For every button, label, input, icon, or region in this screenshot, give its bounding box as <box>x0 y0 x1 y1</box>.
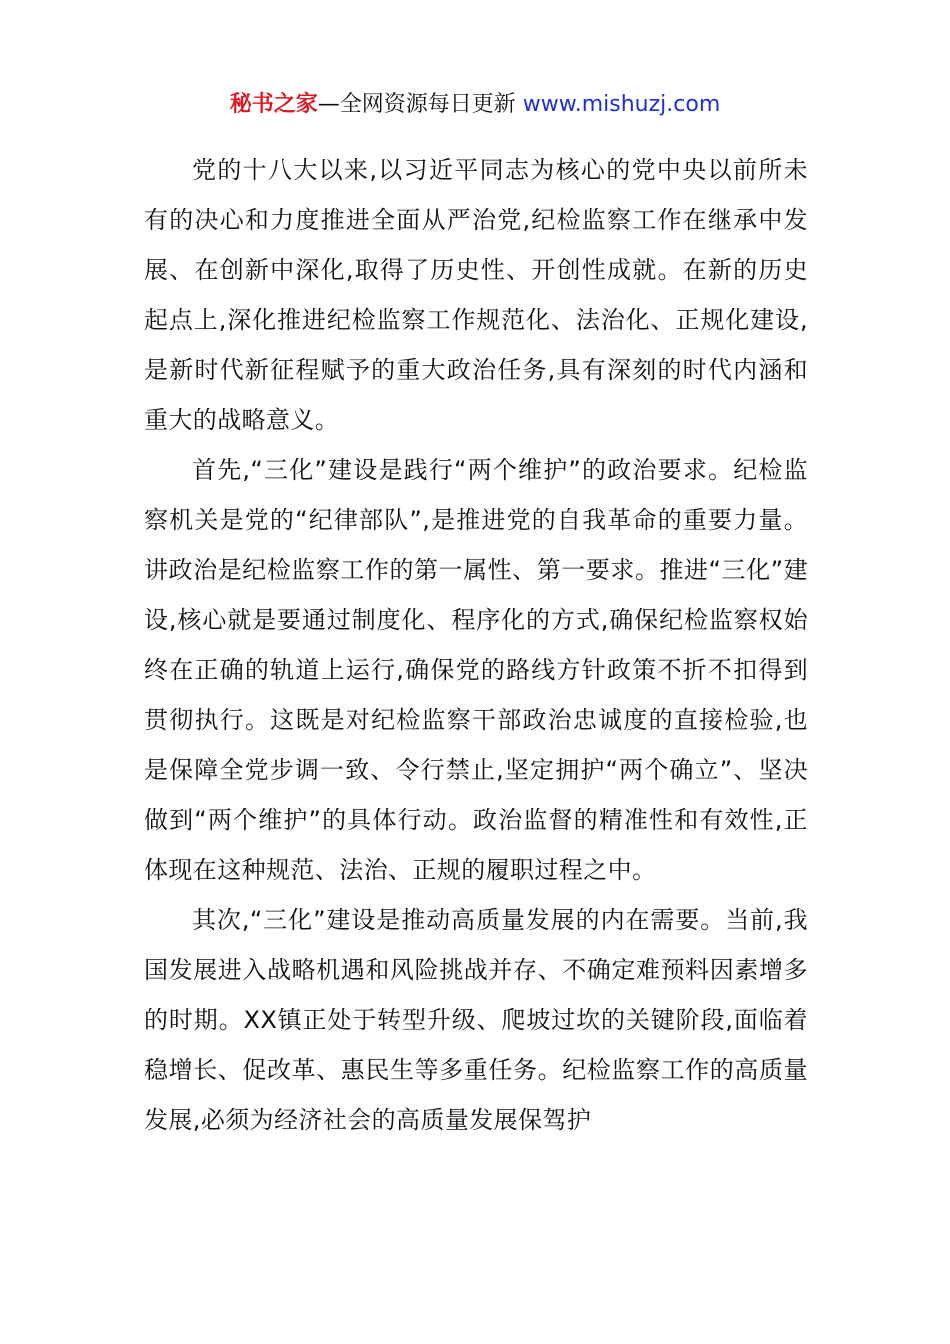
paragraph-intro: 党的十八大以来,以习近平同志为核心的党中央以前所未有的决心和力度推进全面从严治党,纪检监察工作在继承中发展、在创新中深化,取得了历史性、开创性成就。在新的历史起点上,深化推进纪检监察工作规范化、法治化、正规化建设,是新时代新征程赋予的重大政治任务,具有深刻的时代内涵和重大的战略意义。 <box>144 156 808 434</box>
paragraph-first: 首先,“三化”建设是践行“两个维护”的政治要求。纪检监察机关是党的“纪律部队”,是推进党的自我革命的重要力量。讲政治是纪检监察工作的第一属性、第一要求。推进“三化”建设,核心就是要通过制度化、程序化的方式,确保纪检监察权始终在正确的轨道上运行,确保党的路线方针政策不折不扣得到贯彻执行。这既是对纪检监察干部政治忠诚度的直接检验,也是保障全党步调一致、令行禁止,坚定拥护“两个确立”、坚决做到“两个维护”的具体行动。政治监督的精准性和有效性,正体现在这种规范、法治、正规的履职过程之中。 <box>144 456 808 884</box>
document-body <box>144 145 808 1145</box>
site-url-link[interactable]: www.mishuzj.com <box>522 92 721 117</box>
paragraph-second: 其次,“三化”建设是推动高质量发展的内在需要。当前,我国发展进入战略机遇和风险挑战并存、不确定难预料因素增多的时期。XX镇正处于转型升级、爬坡过坎的关键阶段,面临着稳增长、促改革、惠民生等多重任务。纪检监察工作的高质量发展,必须为经济社会的高质量发展保驾护 <box>144 906 808 1134</box>
header-slogan: —全网资源每日更新 <box>317 92 523 117</box>
page-header <box>0 90 950 120</box>
brand-name: 秘书之家 <box>229 92 318 117</box>
